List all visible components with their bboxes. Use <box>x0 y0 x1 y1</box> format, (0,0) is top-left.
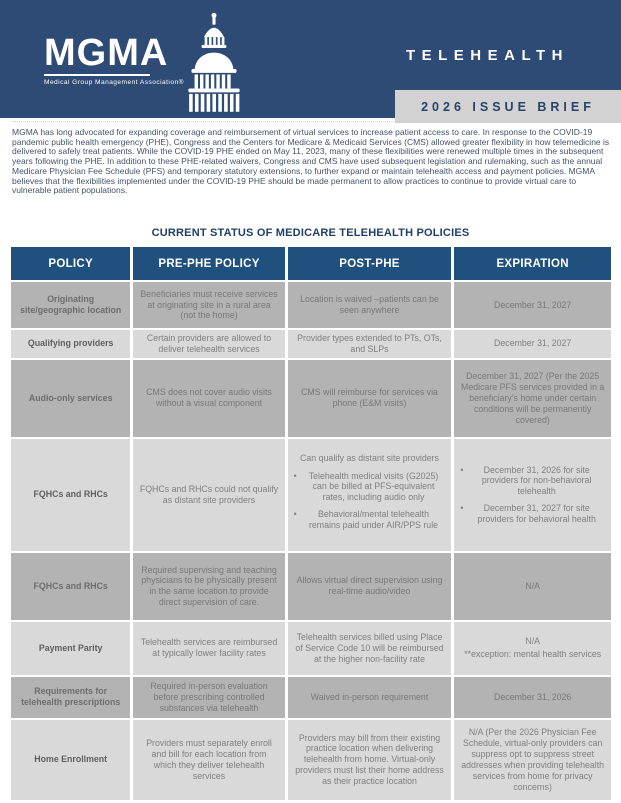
table-row <box>11 282 611 328</box>
table-row <box>11 553 611 620</box>
post-phe-bullet: • Telehealth medical visits (G2025) can be billed at PFS-equivalent rates, including audio only <box>294 471 446 504</box>
pre-phe-cell: CMS does not cover audio visits without a visual component <box>133 360 284 437</box>
bullet-icon <box>460 503 468 514</box>
expiration-value: N/A <box>525 636 541 647</box>
bullet-icon <box>294 509 302 520</box>
expiration-cell <box>454 439 611 551</box>
pre-phe-cell: FQHCs and RHCs could not qualify as distant site providers <box>133 439 284 551</box>
policy-name: Audio-only services <box>11 360 130 437</box>
policy-name: Home Enrollment <box>11 720 130 800</box>
mgma-logo-rule <box>44 74 150 76</box>
column-header-pre-phe: PRE-PHE POLICY <box>133 247 284 280</box>
policy-table-container <box>8 245 614 802</box>
column-header-expiration: EXPIRATION <box>454 247 611 280</box>
table-row <box>11 330 611 358</box>
bullet-icon <box>460 465 468 476</box>
pre-phe-cell: Beneficiaries must receive services at originating site in a rural area (not the home) <box>133 282 284 328</box>
policy-name: Payment Parity <box>11 622 130 675</box>
pre-phe-cell: Telehealth services are reimbursed at typically lower facility rates <box>133 622 284 675</box>
header-banner <box>0 0 621 118</box>
post-phe-cell: CMS will reimburse for services via phone (E&M visits) <box>288 360 452 437</box>
mgma-logo <box>44 34 184 86</box>
policy-name: Originating site/geographic location <box>11 282 130 328</box>
intro-paragraph: MGMA has long advocated for expanding coverage and reimbursement of virtual services to increase patient access to care. In response to the COVID-19 pandemic public health emergency (PHE), Congress and the Centers for Medicare & Medicaid Services (CMS) allowed greater flexibility in how telemedicine is delivered to safely treat patients. While the COVID-19 PHE ended on May 11, 2023, many of these flexibilities were renewed multiple times in the subsequent years following the PHE. In addition to these PHE-related waivers, Congress and CMS have used subsequent legislation and rulemaking, such as the annual Medicare Physician Fee Schedule (PFS) and temporary statutory extensions, to further expand or maintain telehealth access and payment policies. MGMA believes that the flexibilities implemented under the COVID-19 PHE should be made permanent to allow practices to continue to provide virtual care to vulnerable patient populations. <box>12 121 612 196</box>
post-phe-cell: Allows virtual direct supervision using real-time audio/video <box>288 553 452 620</box>
post-phe-cell: Location is waived –patients can be seen anywhere <box>288 282 452 328</box>
issue-brief-badge <box>395 90 621 123</box>
issue-brief-badge-label: 2026 ISSUE BRIEF <box>421 99 595 114</box>
policy-name: FQHCs and RHCs <box>11 439 130 551</box>
table-title: CURRENT STATUS OF MEDICARE TELEHEALTH POLICIES <box>151 227 470 239</box>
table-row <box>11 720 611 800</box>
post-phe-cell: Waived in-person requirement <box>288 677 452 718</box>
expiration-cell: December 31, 2027 (Per the 2025 Medicare PFS services provided in a beneficiary’s home under certain conditions will be permanently covered) <box>454 360 611 437</box>
expiration-bullet: • December 31, 2027 for site providers for behavioral health <box>460 503 605 525</box>
policy-name: Requirements for telehealth prescriptions <box>11 677 130 718</box>
column-header-policy: POLICY <box>11 247 130 280</box>
expiration-cell <box>454 622 611 675</box>
expiration-bullet: • December 31, 2026 for site providers for non-behavioral telehealth <box>460 465 605 498</box>
pre-phe-cell: Providers must separately enroll and bill for each location from which they deliver telehealth services <box>133 720 284 800</box>
post-phe-cell: Provider types extended to PTs, OTs, and SLPs <box>288 330 452 358</box>
mgma-logo-tagline: Medical Group Management Association® <box>44 79 184 86</box>
post-phe-cell: Telehealth services billed using Place of Service Code 10 will be reimbursed at the higher non-facility rate <box>288 622 452 675</box>
bullet-icon <box>294 471 302 482</box>
table-row <box>11 622 611 675</box>
post-phe-intro: Can qualify as distant site providers <box>300 452 439 463</box>
mgma-logo-text: MGMA <box>44 32 169 74</box>
brief-title: TELEHEALTH <box>405 47 569 64</box>
table-row <box>11 360 611 437</box>
table-header-row <box>11 247 611 280</box>
expiration-note: **exception: mental health services <box>464 649 602 660</box>
pre-phe-cell: Required in-person evaluation before prescribing controlled substances via telehealth <box>133 677 284 718</box>
table-row <box>11 677 611 718</box>
capitol-dome-icon <box>179 12 249 112</box>
expiration-cell: December 31, 2027 <box>454 330 611 358</box>
expiration-cell: N/A <box>454 553 611 620</box>
table-row <box>11 439 611 551</box>
column-header-post-phe: POST-PHE <box>288 247 452 280</box>
expiration-cell: December 31, 2027 <box>454 282 611 328</box>
post-phe-cell: Providers may bill from their existing practice location when delivering telehealth from home. Virtual-only providers must list their home address as their practice location <box>288 720 452 800</box>
expiration-cell: December 31, 2026 <box>454 677 611 718</box>
post-phe-cell <box>288 439 452 551</box>
expiration-cell: N/A (Per the 2026 Physician Fee Schedule, virtual-only providers can suppress opt to suppress street addresses when providing telehealth services from home for privacy concerns) <box>454 720 611 800</box>
pre-phe-cell: Required supervising and teaching physicians to be physically present in the same location to provide direct supervision of care. <box>133 553 284 620</box>
policy-table <box>8 245 614 802</box>
pre-phe-cell: Certain providers are allowed to deliver telehealth services <box>133 330 284 358</box>
post-phe-bullet: • Behavioral/mental telehealth remains paid under AIR/PPS rule <box>294 509 446 531</box>
policy-name: Qualifying providers <box>11 330 130 358</box>
policy-name: FQHCs and RHCs <box>11 553 130 620</box>
